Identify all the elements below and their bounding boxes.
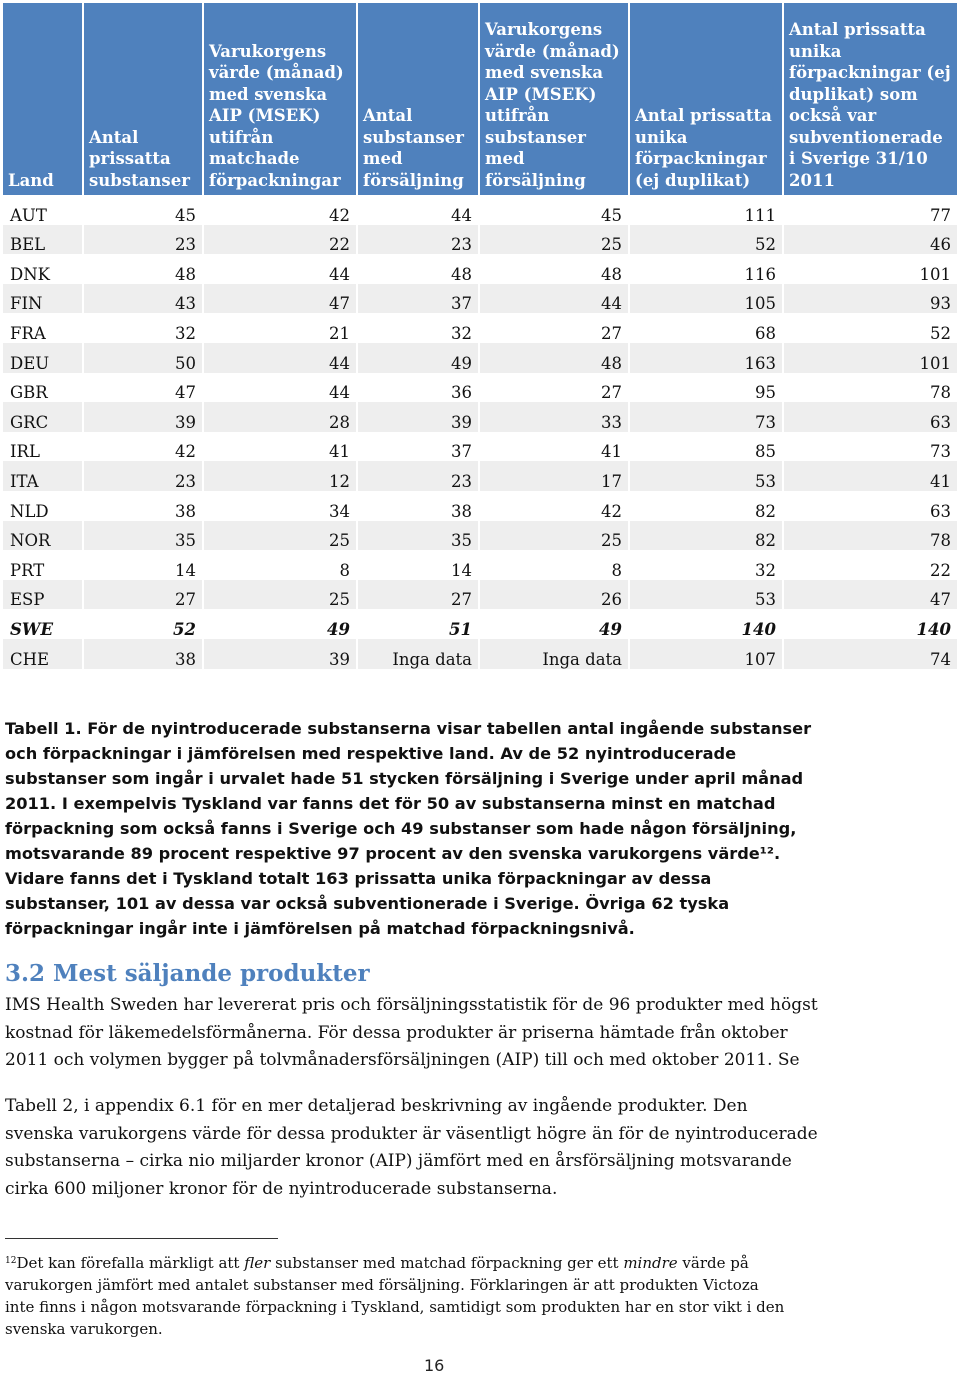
footnote-line: inte finns i någon motsvarande förpackning i Tyskland, samtidigt som produkten har en stor vikt i den — [5, 1298, 785, 1316]
table-row — [3, 609, 957, 639]
comparison-table — [3, 3, 957, 669]
table-cell: 27 — [479, 313, 629, 343]
table-cell: 25 — [479, 225, 629, 255]
table-cell: 32 — [629, 550, 783, 580]
table-cell: 35 — [83, 521, 203, 551]
header-antal-substanser-forsaljning: Antal substanser med försäljning — [357, 3, 479, 195]
table-cell: 14 — [83, 550, 203, 580]
paragraph-line: kostnad för läkemedelsförmånerna. För dessa produkter är priserna hämtade från oktober — [5, 1022, 788, 1043]
table-cell: 41 — [783, 461, 957, 491]
table-cell: 47 — [783, 580, 957, 610]
table-cell: 38 — [357, 491, 479, 521]
table-cell: 23 — [357, 461, 479, 491]
table-cell-land: FRA — [3, 313, 83, 343]
table-cell: 111 — [629, 195, 783, 225]
table-row — [3, 461, 957, 491]
footnote-emphasis: mindre — [623, 1254, 678, 1272]
table-cell: 42 — [479, 491, 629, 521]
table-cell: 8 — [203, 550, 357, 580]
table-cell: 41 — [203, 432, 357, 462]
table-cell: 12 — [203, 461, 357, 491]
table-cell: 78 — [783, 521, 957, 551]
header-land: Land — [3, 3, 83, 195]
section-title: Mest säljande produkter — [53, 960, 370, 987]
table-cell-land: NOR — [3, 521, 83, 551]
body-paragraph-2 — [5, 1093, 945, 1203]
table-body — [3, 195, 957, 669]
table-cell: 49 — [203, 609, 357, 639]
footnote-marker: 12 — [5, 1256, 17, 1266]
table-cell: 25 — [479, 521, 629, 551]
table-cell-land: GBR — [3, 373, 83, 403]
table-cell: 78 — [930, 383, 951, 403]
table-cell: 163 — [629, 343, 783, 373]
header-unika-forpackningar: Antal prissatta unika förpackningar (ej duplikat) — [629, 3, 783, 195]
footnote-text: värde på — [677, 1254, 749, 1272]
table-cell: 116 — [629, 254, 783, 284]
table-cell: 39 — [203, 639, 357, 669]
table-cell-land: PRT — [3, 550, 83, 580]
table-cell: 101 — [919, 264, 951, 284]
table-cell: 27 — [479, 373, 629, 403]
table-cell: 50 — [83, 343, 203, 373]
table-cell: 32 — [83, 313, 203, 343]
paragraph-line: substanserna – cirka nio miljarder kronor (AIP) jämfört med en årsförsäljning motsvarande — [5, 1151, 792, 1171]
table-cell: 140 — [629, 609, 783, 639]
table-cell: 39 — [83, 402, 203, 432]
table-header-row — [3, 3, 957, 195]
table-cell-land: CHE — [3, 639, 83, 669]
table-cell-land: DNK — [3, 254, 83, 284]
table-cell: 82 — [629, 491, 783, 521]
table-cell: 27 — [357, 580, 479, 610]
table-cell: 46 — [783, 225, 957, 255]
caption-line: och förpackningar i jämförelsen med respektive land. Av de 52 nyintroducerade — [5, 744, 737, 763]
table-cell: 41 — [479, 432, 629, 462]
caption-line: Tabell 1. För de nyintroducerade substanserna visar tabellen antal ingående substanser — [5, 719, 812, 738]
table-cell: 53 — [629, 461, 783, 491]
caption-line: förpackningar ingår inte i jämförelsen på matchad förpackningsnivå. — [5, 919, 635, 938]
table-cell: 74 — [783, 639, 957, 669]
table-cell: 105 — [629, 284, 783, 314]
table-cell: 22 — [203, 225, 357, 255]
table-cell-land: BEL — [3, 225, 83, 255]
footnote-divider — [5, 1238, 278, 1239]
table-cell: 51 — [357, 609, 479, 639]
caption-line: Vidare fanns det i Tyskland totalt 163 prissatta unika förpackningar av dessa — [5, 869, 712, 888]
table-cell: 48 — [83, 254, 203, 284]
table-row — [3, 550, 957, 580]
table-cell: 101 — [783, 343, 957, 373]
table-cell: 93 — [783, 284, 957, 314]
table-row — [3, 225, 957, 255]
table-cell-land: NLD — [3, 491, 83, 521]
table-row — [3, 491, 957, 521]
table-cell: 48 — [479, 343, 629, 373]
table-cell: 85 — [629, 432, 783, 462]
table-row — [3, 639, 957, 669]
table-cell: 35 — [357, 521, 479, 551]
table-cell: 26 — [479, 580, 629, 610]
table-cell: Inga data — [479, 639, 629, 669]
table-cell: 48 — [357, 254, 479, 284]
table-cell-land: GRC — [3, 402, 83, 432]
header-varukorg-matchade: Varukorgens värde (månad) med svenska AIP (MSEK) utifrån matchade förpackningar — [203, 3, 357, 195]
paragraph-line: IMS Health Sweden har levererat pris och försäljningsstatistik för de 96 produkter med högst — [5, 995, 818, 1015]
table-cell: 47 — [83, 373, 203, 403]
footnote-text: substanser med matchad förpackning ger ett — [270, 1254, 624, 1272]
table-cell: 22 — [930, 560, 951, 580]
table-cell: 21 — [203, 313, 357, 343]
header-varukorg-forsaljning: Varukorgens värde (månad) med svenska AIP (MSEK) utifrån substanser med försäljning — [479, 3, 629, 195]
footnote-line: svenska varukorgen. — [5, 1320, 163, 1338]
table-cell: 42 — [203, 195, 357, 225]
table-cell: 52 — [629, 225, 783, 255]
table-cell: 77 — [930, 205, 951, 225]
paragraph-line: Tabell 2, i appendix 6.1 för en mer detaljerad beskrivning av ingående produkter. Den — [5, 1096, 748, 1116]
footnote-line — [5, 1250, 945, 1274]
table-cell: 25 — [203, 580, 357, 610]
table-cell: 37 — [357, 284, 479, 314]
table-row — [3, 432, 957, 462]
paragraph-line: cirka 600 miljoner kronor för de nyintroducerade substanserna. — [5, 1178, 558, 1199]
page-number: 16 — [424, 1356, 445, 1375]
table-cell: 14 — [357, 550, 479, 580]
caption-line: substanser som ingår i urvalet hade 51 stycken försäljning i Sverige under april månad — [5, 769, 804, 788]
table-cell-land: SWE — [3, 609, 83, 639]
table-cell: 63 — [930, 501, 951, 521]
table-cell: 49 — [479, 609, 629, 639]
table-cell: 49 — [357, 343, 479, 373]
header-antal-prissatta-substanser: Antal prissatta substanser — [83, 3, 203, 195]
table-cell: 33 — [479, 402, 629, 432]
table-cell: 44 — [203, 343, 357, 373]
table-cell: 52 — [83, 609, 203, 639]
table-caption — [5, 716, 945, 941]
table-cell: 82 — [629, 521, 783, 551]
table-cell: 28 — [203, 402, 357, 432]
table-row — [3, 402, 957, 432]
table-cell: 36 — [357, 373, 479, 403]
table-cell: 27 — [83, 580, 203, 610]
caption-line: 2011. I exempelvis Tyskland var fanns det för 50 av substanserna minst en matchad — [5, 794, 776, 813]
table-cell: 47 — [203, 284, 357, 314]
section-heading — [5, 960, 370, 987]
caption-line: motsvarande 89 procent respektive 97 procent av den svenska varukorgens värde¹². — [5, 844, 781, 863]
table-cell: 17 — [479, 461, 629, 491]
paragraph-line: svenska varukorgens värde för dessa produkter är väsentligt högre än för de nyintroducerade — [5, 1123, 818, 1144]
table-cell: 42 — [83, 432, 203, 462]
table-cell: 44 — [357, 195, 479, 225]
caption-line: förpackning som också fanns i Sverige och 49 substanser som hade någon försäljning, — [5, 819, 797, 838]
table-cell-land: ESP — [3, 580, 83, 610]
header-subventionerade-forpackningar: Antal prissatta unika förpackningar (ej duplikat) som också var subventionerade i Sverige 31/10 2011 — [783, 3, 957, 195]
table-row — [3, 521, 957, 551]
table-cell: 8 — [479, 550, 629, 580]
table-cell-land: IRL — [3, 432, 83, 462]
table-cell: 32 — [357, 313, 479, 343]
table-cell: 45 — [83, 195, 203, 225]
table-cell: 34 — [203, 491, 357, 521]
table-cell-land: FIN — [3, 284, 83, 314]
footnote-line: varukorgen jämfört med antalet substanser med försäljning. Förklaringen är att produkten Victoza — [5, 1276, 759, 1294]
table-cell: 107 — [629, 639, 783, 669]
table-cell: 44 — [203, 254, 357, 284]
table-row — [3, 195, 957, 225]
body-paragraph-1 — [5, 992, 945, 1075]
table-cell: 38 — [83, 491, 203, 521]
footnote-emphasis: fler — [244, 1254, 271, 1272]
section-number: 3.2 — [5, 960, 46, 987]
table-row — [3, 313, 957, 343]
table-row — [3, 284, 957, 314]
table-cell: 25 — [203, 521, 357, 551]
table-row — [3, 373, 957, 403]
table-cell: 39 — [357, 402, 479, 432]
table-cell: Inga data — [357, 639, 479, 669]
table-cell: 43 — [83, 284, 203, 314]
table-cell: 68 — [629, 313, 783, 343]
table-cell: 37 — [357, 432, 479, 462]
table-row — [3, 254, 957, 284]
table-cell: 44 — [203, 373, 357, 403]
table-cell: 73 — [930, 442, 951, 462]
table-cell: 23 — [357, 225, 479, 255]
table-cell: 48 — [479, 254, 629, 284]
table-cell-land: ITA — [3, 461, 83, 491]
footnote — [5, 1250, 945, 1340]
caption-line: substanser, 101 av dessa var också subventionerade i Sverige. Övriga 62 tyska — [5, 894, 730, 913]
footnote-text: Det kan förefalla märkligt att — [16, 1254, 245, 1272]
table-cell: 73 — [629, 402, 783, 432]
table-cell: 38 — [83, 639, 203, 669]
table-cell: 53 — [629, 580, 783, 610]
table-cell: 52 — [930, 323, 951, 343]
table-cell: 140 — [916, 619, 951, 639]
table-cell-land: DEU — [3, 343, 83, 373]
table-row — [3, 580, 957, 610]
table-cell: 44 — [479, 284, 629, 314]
paragraph-line: 2011 och volymen bygger på tolvmånadersförsäljningen (AIP) till och med oktober 2011. Se — [5, 1050, 800, 1070]
table-cell-land: AUT — [3, 195, 83, 225]
table-cell: 45 — [479, 195, 629, 225]
table-cell: 95 — [629, 373, 783, 403]
table-cell: 23 — [83, 461, 203, 491]
table-cell: 23 — [83, 225, 203, 255]
table-cell: 63 — [783, 402, 957, 432]
table-row — [3, 343, 957, 373]
